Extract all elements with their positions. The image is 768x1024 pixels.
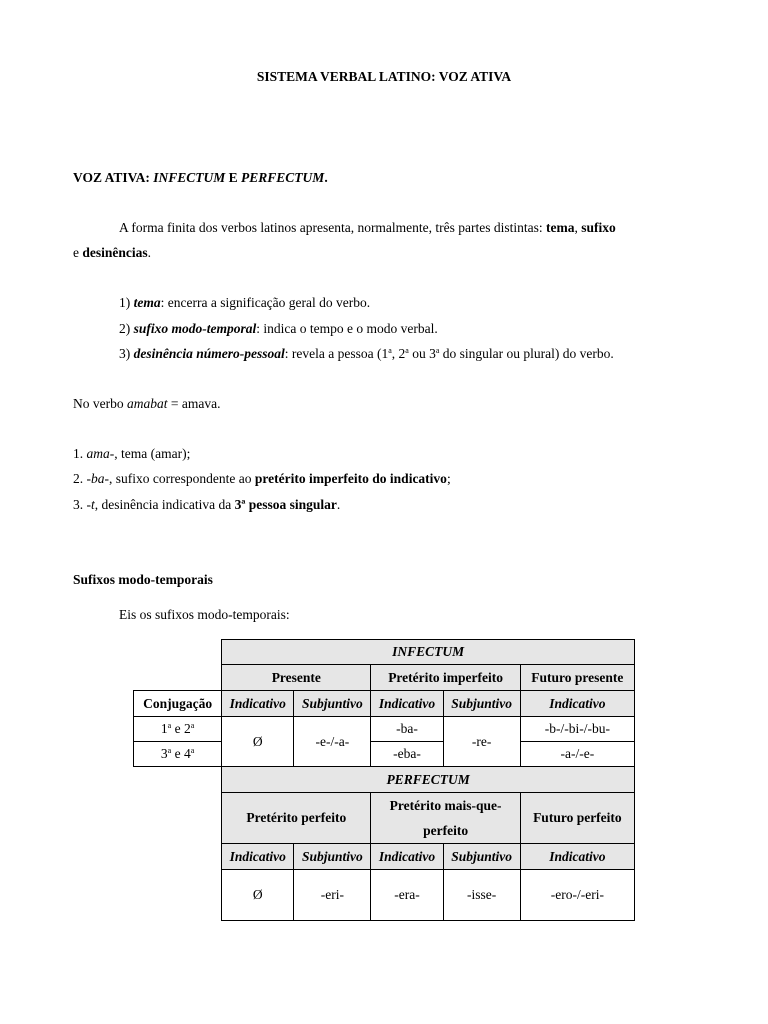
intro-paragraph-line2: e desinências. (73, 245, 152, 260)
row-conj-1-2: 1$^a$ e 2$^a$ (134, 717, 222, 742)
cell-futuro-perfeito: -ero-/-eri- (520, 870, 634, 921)
section-heading-sufixos: Sufixos modo-temporais (73, 572, 213, 587)
list-item-sufixo: 2) sufixo modo-temporal: indica o tempo e o modo verbal. (119, 321, 438, 336)
header-indicativo: Indicativo (222, 844, 294, 870)
header-perfectum: PERFECTUM (222, 767, 635, 793)
cell-mqp-indicativo: -era- (371, 870, 443, 921)
cell-presente-subjuntivo: -e-/-a- (294, 717, 371, 767)
page-title: SISTEMA VERBAL LATINO: VOZ ATIVA (256, 69, 512, 84)
suffix-table (133, 639, 635, 921)
cell-perfeito-indicativo: Ø (222, 870, 294, 921)
breakdown-item-3: 3. -t, desinência indicativa da 3ª pessoa singular. (73, 497, 341, 512)
empty-cell (134, 844, 222, 870)
header-preterito-imperfeito: Pretérito imperfeito (371, 665, 520, 691)
cell-futuro-1: -b-/-bi-/-bu- (520, 717, 634, 742)
breakdown-item-1: 1. ama-, tema (amar); (73, 446, 191, 461)
header-indicativo: Indicativo (520, 844, 634, 870)
header-preterito-perfeito: Pretérito perfeito (222, 793, 371, 844)
intro-paragraph-line1: A forma finita dos verbos latinos apresenta, normalmente, três partes distintas: tema, sufixo (119, 220, 616, 235)
row-conj-3-4: 3$^a$ e 4$^a$ (134, 742, 222, 767)
header-infectum: INFECTUM (222, 640, 635, 665)
header-mais-que-perfeito: Pretérito mais-que-perfeito (371, 793, 520, 844)
header-indicativo: Indicativo (371, 691, 443, 717)
empty-cell (134, 767, 222, 793)
empty-cell (134, 870, 222, 921)
empty-cell (134, 640, 222, 665)
header-indicativo: Indicativo (520, 691, 634, 717)
cell-imperfeito-indicativo-2: -eba- (371, 742, 443, 767)
header-subjuntivo: Subjuntivo (294, 691, 371, 717)
empty-cell (134, 665, 222, 691)
cell-imperfeito-indicativo-1: -ba- (371, 717, 443, 742)
header-futuro-perfeito: Futuro perfeito (520, 793, 634, 844)
cell-futuro-2: -a-/-e- (520, 742, 634, 767)
header-subjuntivo: Subjuntivo (294, 844, 371, 870)
cell-mqp-subjuntivo: -isse- (443, 870, 520, 921)
section-heading-voz-ativa: VOZ ATIVA: INFECTUM E PERFECTUM. (73, 170, 328, 185)
cell-perfeito-subjuntivo: -eri- (294, 870, 371, 921)
section-intro-line: Eis os sufixos modo-temporais: (119, 607, 290, 622)
header-subjuntivo: Subjuntivo (443, 844, 520, 870)
header-presente: Presente (222, 665, 371, 691)
cell-imperfeito-subjuntivo: -re- (443, 717, 520, 767)
header-indicativo: Indicativo (371, 844, 443, 870)
breakdown-item-2: 2. -ba-, sufixo correspondente ao pretérito imperfeito do indicativo; (73, 471, 451, 486)
header-subjuntivo: Subjuntivo (443, 691, 520, 717)
empty-cell (134, 793, 222, 844)
header-conjugacao: Conjugação (134, 691, 222, 717)
list-item-desinencia: 3) desinência número-pessoal: revela a pessoa (1$^a$, 2$^a$ ou 3$^a$ do singular ou plural) do verbo. (119, 346, 614, 361)
header-futuro-presente: Futuro presente (520, 665, 634, 691)
header-indicativo: Indicativo (222, 691, 294, 717)
example-line: No verbo amabat = amava. (73, 396, 221, 411)
cell-presente-indicativo: Ø (222, 717, 294, 767)
list-item-tema: 1) tema: encerra a significação geral do verbo. (119, 295, 371, 310)
